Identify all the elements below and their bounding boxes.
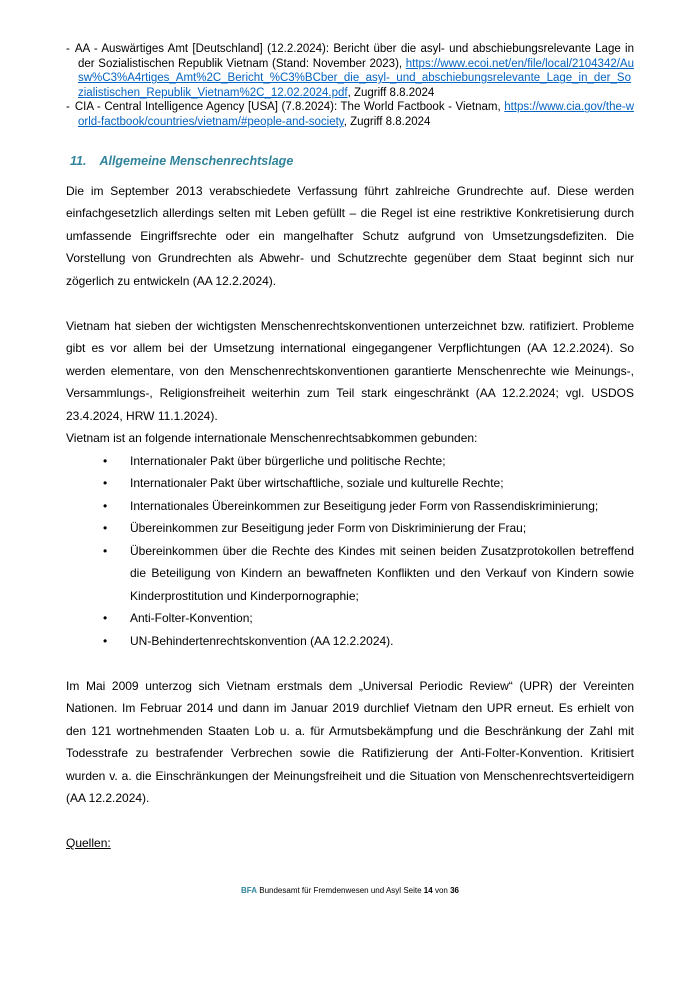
paragraph-constitution: Die im September 2013 verabschiedete Verfassung führt zahlreiche Grundrechte auf. Diese werden einfachgesetzlich allerdings selten mit Leben gefüllt – die Regel ist eine restriktive Konkretisierung durch umfassende Eingriffsrechte oder ein mangelhafter Schutz aufgrund von Umsetzungsdefiziten. Die Vorstellung von Grundrechten als Abwehr- und Schutzrechte gegenüber dem Staat beginnt sich nur zögerlich zu entwickeln (AA 12.2.2024). [66, 183, 634, 288]
list-dash-marker: - [66, 101, 70, 114]
bullet-icon: • [103, 543, 108, 558]
paragraph-list-intro: Vietnam ist an folgende internationale Menschenrechtsabkommen gebunden: [66, 431, 478, 446]
list-item-text: Internationales Übereinkommen zur Beseitigung jeder Form von Rassendiskriminierung; [130, 498, 599, 513]
footer-org-name: Bundesamt für Fremdenwesen und Asyl [259, 886, 402, 895]
section-heading [70, 154, 634, 168]
quellen-label: Quellen: [66, 836, 111, 851]
reference-text-post: , Zugriff 8.8.2024 [347, 86, 435, 99]
reference-text-pre: CIA - Central Intelligence Agency [USA] (7.8.2024): The World Factbook - Vietnam, [74, 101, 505, 114]
list-dash-marker: - [66, 43, 70, 55]
footer-org-abbr: BFA [241, 886, 257, 895]
bullet-icon: • [103, 453, 108, 468]
paragraph-conventions: Vietnam hat sieben der wichtigsten Menschenrechtskonventionen unterzeichnet bzw. ratifiziert. Probleme gibt es vor allem bei der Umsetzung international eingegangener Verpflichtungen (AA 12.2.2024). So werden elementare, von den Menschenrechtskonventionen garantierte Menschenrechte wie Meinungs-, Versammlungs-, Religionsfreiheit weiterhin zum Teil stark eingeschränkt (AA 12.2.2024; vgl. USDOS 23.4.2024, HRW 11.1.2024). [66, 318, 634, 423]
section-title: Allgemeine Menschenrechtslage [99, 153, 294, 168]
reference-text-pre: AA - Auswärtiges Amt [Deutschland] (12.2.2024): Bericht über die asyl- und abschiebungsrelevante Lage in der Sozialistischen Republik Vietnam (Stand: November 2023), [74, 43, 634, 70]
reference-link[interactable]: https://www.ecoi.net/en/file/local/2104342/Ausw%C3%A4rtiges_Amt%2C_Bericht_%C3%BCber_die_asyl-_und_abschiebungsrelevante_Lage_in_der_Sozialistischen_Republik_Vietnam%2C_12.02.2024.pdf [78, 57, 634, 99]
list-item [66, 495, 634, 518]
page-footer [0, 886, 700, 896]
footer-page-current: 14 [423, 886, 433, 895]
bullet-icon: • [103, 521, 108, 536]
paragraph-upr: Im Mai 2009 unterzog sich Vietnam erstmals dem „Universal Periodic Review“ (UPR) der Vereinten Nationen. Im Februar 2014 und dann im Januar 2019 durchlief Vietnam den UPR erneut. Es erhielt von den 121 wortnehmenden Staaten Lob u. a. für Armutsbekämpfung und die Beschränkung der Zahl mit Todesstrafe zu bestrafender Verbrechen sowie die Ratifizierung der Anti-Folter-Konvention. Kritisiert wurden v. a. die Einschränkungen der Meinungsfreiheit und die Situation von Menschenrechtsverteidigern (AA 12.2.2024). [66, 678, 634, 806]
bullet-icon: • [103, 611, 108, 626]
list-item-text: Internationaler Pakt über wirtschaftliche, soziale und kulturelle Rechte; [130, 476, 504, 491]
footer-of-label: von [434, 886, 448, 895]
list-item [66, 472, 634, 495]
bullet-icon: • [103, 476, 108, 491]
list-item [66, 630, 634, 653]
list-item-text: Anti-Folter-Konvention; [130, 611, 253, 626]
list-item [66, 540, 634, 608]
list-item [66, 607, 634, 630]
bullet-icon: • [103, 498, 108, 513]
section-number: 11. [70, 153, 87, 168]
list-item [66, 517, 634, 540]
bullet-icon: • [103, 633, 108, 648]
list-item-text: Übereinkommen über die Rechte des Kindes mit seinen beiden Zusatzprotokollen betreffend die Beteiligung von Kindern an bewaffneten Konflikten und den Verkauf von Kindern sowie Kinderprostitution und Kinderpornographie; [130, 543, 634, 603]
footer-page-label: Seite [403, 886, 422, 895]
list-item-text: UN-Behindertenrechtskonvention (AA 12.2.2024). [130, 633, 394, 648]
reference-link[interactable]: https://www.cia.gov/the-world-factbook/countries/vietnam/#people-and-society [78, 101, 634, 128]
list-item-text: Internationaler Pakt über bürgerliche und politische Rechte; [130, 453, 446, 468]
reference-item [66, 42, 634, 100]
reference-item [66, 100, 634, 129]
bullet-list [66, 450, 634, 653]
reference-text-post: , Zugriff 8.8.2024 [343, 115, 431, 128]
list-item [66, 450, 634, 473]
list-item-text: Übereinkommen zur Beseitigung jeder Form von Diskriminierung der Frau; [130, 521, 527, 536]
footer-page-total: 36 [450, 886, 459, 895]
reference-list [66, 42, 634, 130]
